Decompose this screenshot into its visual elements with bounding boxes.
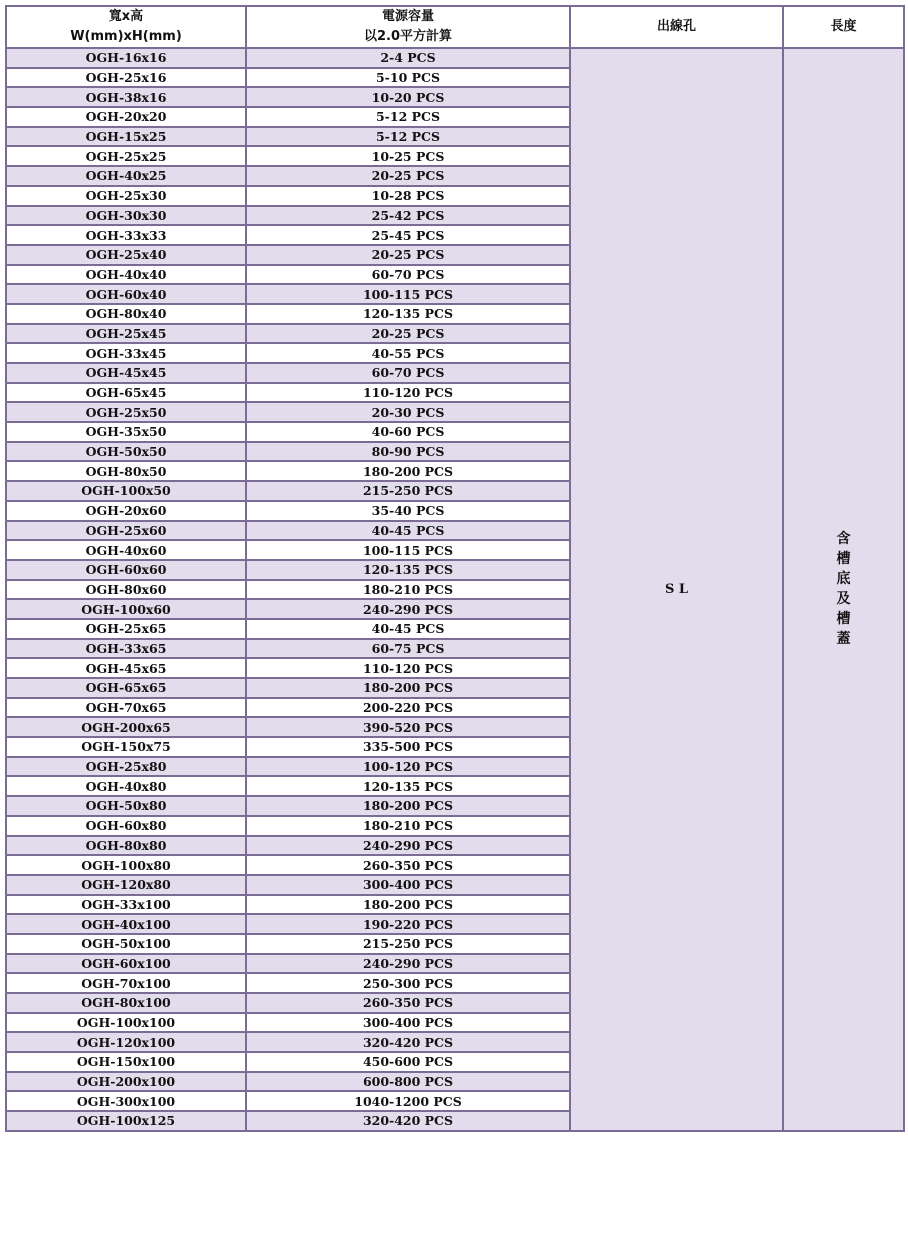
capacity-cell: 190-220 PCS — [246, 914, 570, 934]
model-cell: OGH-80x50 — [6, 461, 246, 481]
model-cell: OGH-300x100 — [6, 1091, 246, 1111]
capacity-cell: 10-28 PCS — [246, 186, 570, 206]
capacity-cell: 110-120 PCS — [246, 658, 570, 678]
model-cell: OGH-25x16 — [6, 68, 246, 88]
capacity-cell: 120-135 PCS — [246, 776, 570, 796]
model-cell: OGH-70x100 — [6, 973, 246, 993]
capacity-cell: 40-45 PCS — [246, 521, 570, 541]
header-outlet: 出線孔 — [570, 6, 783, 48]
capacity-cell: 25-42 PCS — [246, 206, 570, 226]
capacity-cell: 180-200 PCS — [246, 895, 570, 915]
capacity-cell: 40-45 PCS — [246, 619, 570, 639]
model-cell: OGH-150x75 — [6, 737, 246, 757]
capacity-cell: 240-290 PCS — [246, 599, 570, 619]
capacity-cell: 100-115 PCS — [246, 284, 570, 304]
length-cell — [783, 48, 904, 1131]
capacity-cell: 40-60 PCS — [246, 422, 570, 442]
capacity-cell: 5-12 PCS — [246, 107, 570, 127]
model-cell: OGH-60x60 — [6, 560, 246, 580]
model-cell: OGH-70x65 — [6, 698, 246, 718]
capacity-cell: 20-30 PCS — [246, 402, 570, 422]
model-cell: OGH-25x45 — [6, 324, 246, 344]
model-cell: OGH-200x65 — [6, 717, 246, 737]
model-cell: OGH-20x20 — [6, 107, 246, 127]
model-cell: OGH-60x80 — [6, 816, 246, 836]
header-capacity-line2: 以2.0平方計算 — [363, 29, 453, 44]
model-cell: OGH-120x100 — [6, 1032, 246, 1052]
capacity-cell: 240-290 PCS — [246, 836, 570, 856]
capacity-cell: 180-210 PCS — [246, 580, 570, 600]
model-cell: OGH-38x16 — [6, 87, 246, 107]
header-capacity-line1: 電源容量 — [381, 9, 434, 24]
model-cell: OGH-33x33 — [6, 225, 246, 245]
capacity-cell: 60-70 PCS — [246, 363, 570, 383]
header-size-line2: W(mm)xH(mm) — [70, 29, 182, 44]
capacity-cell: 1040-1200 PCS — [246, 1091, 570, 1111]
spec-table — [5, 5, 905, 1132]
capacity-cell: 60-70 PCS — [246, 265, 570, 285]
capacity-cell: 180-200 PCS — [246, 678, 570, 698]
capacity-cell: 40-55 PCS — [246, 343, 570, 363]
model-cell: OGH-40x25 — [6, 166, 246, 186]
header-capacity — [246, 6, 570, 48]
capacity-cell: 335-500 PCS — [246, 737, 570, 757]
capacity-cell: 215-250 PCS — [246, 481, 570, 501]
capacity-cell: 5-10 PCS — [246, 68, 570, 88]
model-cell: OGH-80x60 — [6, 580, 246, 600]
capacity-cell: 25-45 PCS — [246, 225, 570, 245]
model-cell: OGH-40x40 — [6, 265, 246, 285]
capacity-cell: 180-200 PCS — [246, 461, 570, 481]
capacity-cell: 300-400 PCS — [246, 875, 570, 895]
model-cell: OGH-15x25 — [6, 127, 246, 147]
model-cell: OGH-60x40 — [6, 284, 246, 304]
header-length: 長度 — [783, 6, 904, 48]
model-cell: OGH-150x100 — [6, 1052, 246, 1072]
model-cell: OGH-40x80 — [6, 776, 246, 796]
model-cell: OGH-65x65 — [6, 678, 246, 698]
capacity-cell: 260-350 PCS — [246, 855, 570, 875]
capacity-cell: 180-200 PCS — [246, 796, 570, 816]
capacity-cell: 200-220 PCS — [246, 698, 570, 718]
model-cell: OGH-33x100 — [6, 895, 246, 915]
model-cell: OGH-100x60 — [6, 599, 246, 619]
capacity-cell: 120-135 PCS — [246, 560, 570, 580]
capacity-cell: 100-120 PCS — [246, 757, 570, 777]
capacity-cell: 100-115 PCS — [246, 540, 570, 560]
model-cell: OGH-100x125 — [6, 1111, 246, 1131]
capacity-cell: 35-40 PCS — [246, 501, 570, 521]
model-cell: OGH-40x100 — [6, 914, 246, 934]
capacity-cell: 320-420 PCS — [246, 1032, 570, 1052]
model-cell: OGH-33x45 — [6, 343, 246, 363]
capacity-cell: 215-250 PCS — [246, 934, 570, 954]
model-cell: OGH-100x100 — [6, 1013, 246, 1033]
capacity-cell: 20-25 PCS — [246, 324, 570, 344]
model-cell: OGH-80x100 — [6, 993, 246, 1013]
model-cell: OGH-50x80 — [6, 796, 246, 816]
model-cell: OGH-50x50 — [6, 442, 246, 462]
model-cell: OGH-25x40 — [6, 245, 246, 265]
length-value: 含槽底及槽蓋 — [836, 531, 851, 648]
capacity-cell: 320-420 PCS — [246, 1111, 570, 1131]
model-cell: OGH-25x30 — [6, 186, 246, 206]
capacity-cell: 240-290 PCS — [246, 954, 570, 974]
capacity-cell: 10-25 PCS — [246, 146, 570, 166]
model-cell: OGH-33x65 — [6, 639, 246, 659]
capacity-cell: 180-210 PCS — [246, 816, 570, 836]
capacity-cell: 300-400 PCS — [246, 1013, 570, 1033]
model-cell: OGH-25x80 — [6, 757, 246, 777]
model-cell: OGH-100x50 — [6, 481, 246, 501]
model-cell: OGH-80x40 — [6, 304, 246, 324]
capacity-cell: 60-75 PCS — [246, 639, 570, 659]
capacity-cell: 110-120 PCS — [246, 383, 570, 403]
outlet-cell: S L — [570, 48, 783, 1131]
model-cell: OGH-100x80 — [6, 855, 246, 875]
model-cell: OGH-200x100 — [6, 1072, 246, 1092]
capacity-cell: 390-520 PCS — [246, 717, 570, 737]
table-body — [6, 48, 904, 1131]
model-cell: OGH-35x50 — [6, 422, 246, 442]
header-size — [6, 6, 246, 48]
capacity-cell: 120-135 PCS — [246, 304, 570, 324]
capacity-cell: 450-600 PCS — [246, 1052, 570, 1072]
header-row — [6, 6, 904, 48]
capacity-cell: 250-300 PCS — [246, 973, 570, 993]
capacity-cell: 20-25 PCS — [246, 166, 570, 186]
table-row — [6, 48, 904, 68]
model-cell: OGH-40x60 — [6, 540, 246, 560]
capacity-cell: 5-12 PCS — [246, 127, 570, 147]
model-cell: OGH-50x100 — [6, 934, 246, 954]
model-cell: OGH-25x25 — [6, 146, 246, 166]
capacity-cell: 10-20 PCS — [246, 87, 570, 107]
model-cell: OGH-120x80 — [6, 875, 246, 895]
model-cell: OGH-45x65 — [6, 658, 246, 678]
model-cell: OGH-80x80 — [6, 836, 246, 856]
table-header — [6, 6, 904, 48]
capacity-cell: 260-350 PCS — [246, 993, 570, 1013]
header-size-line1: 寬x高 — [108, 9, 144, 24]
model-cell: OGH-45x45 — [6, 363, 246, 383]
model-cell: OGH-16x16 — [6, 48, 246, 68]
model-cell: OGH-60x100 — [6, 954, 246, 974]
model-cell: OGH-25x60 — [6, 521, 246, 541]
model-cell: OGH-25x50 — [6, 402, 246, 422]
model-cell: OGH-20x60 — [6, 501, 246, 521]
capacity-cell: 600-800 PCS — [246, 1072, 570, 1092]
capacity-cell: 2-4 PCS — [246, 48, 570, 68]
model-cell: OGH-30x30 — [6, 206, 246, 226]
model-cell: OGH-65x45 — [6, 383, 246, 403]
model-cell: OGH-25x65 — [6, 619, 246, 639]
capacity-cell: 20-25 PCS — [246, 245, 570, 265]
capacity-cell: 80-90 PCS — [246, 442, 570, 462]
